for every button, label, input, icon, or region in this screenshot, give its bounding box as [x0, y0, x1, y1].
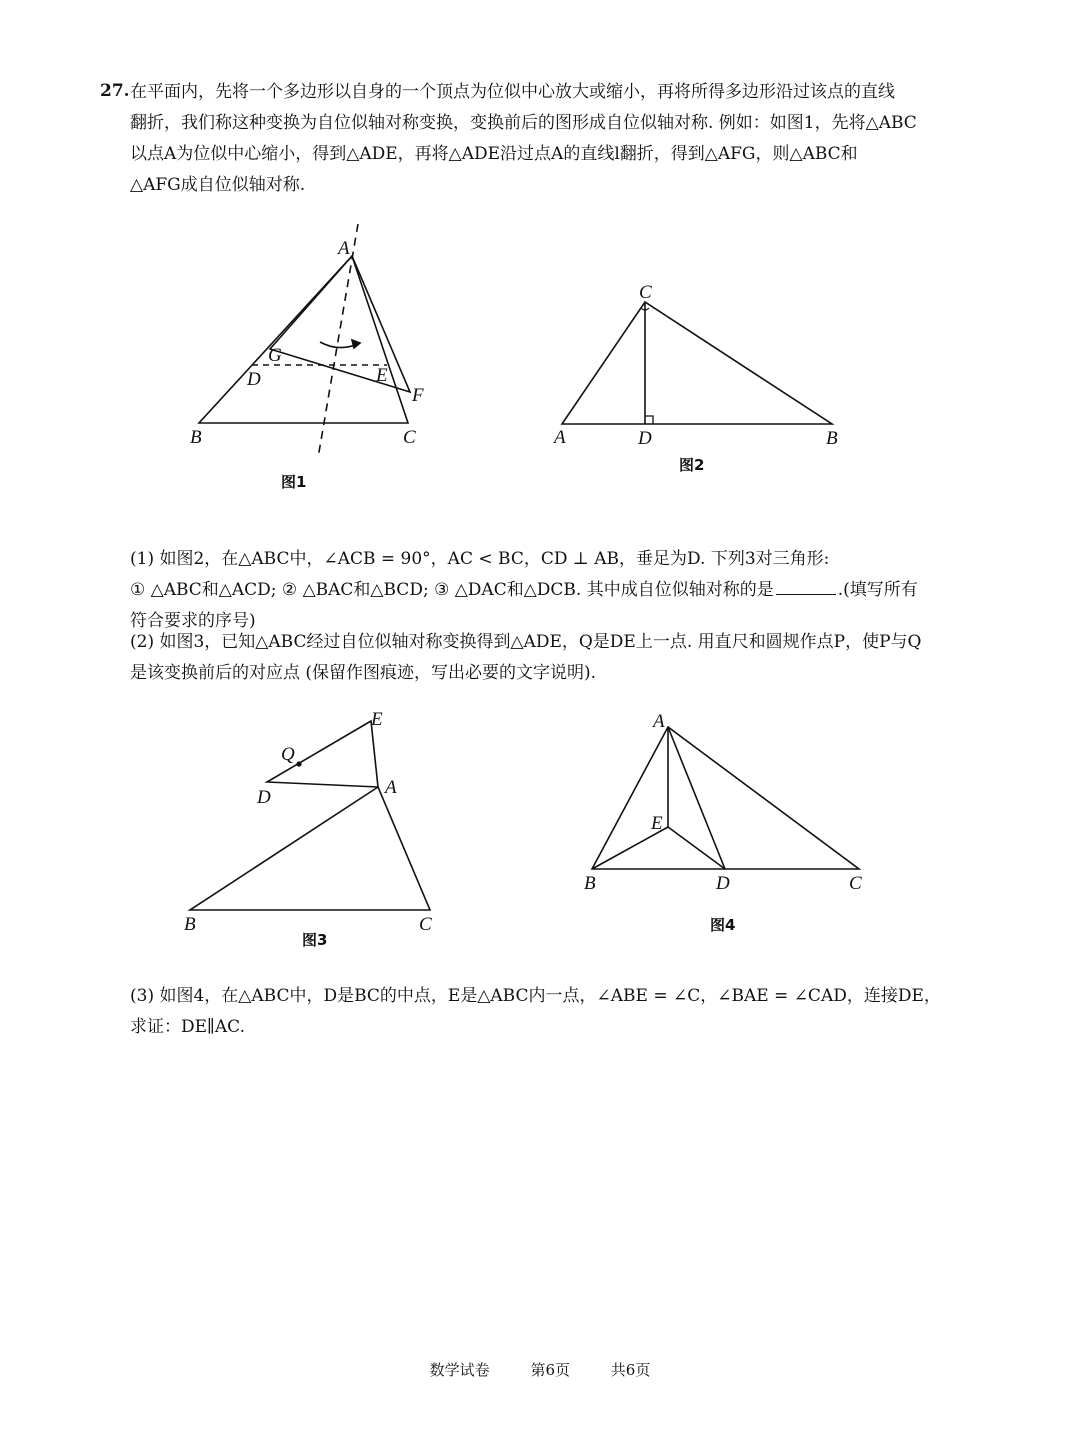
part1-line2-tail: .(填写所有 — [837, 580, 918, 600]
fig3-label-b: B — [184, 914, 196, 935]
part3-line: (3) 如图4，在△ABC中，D是BC的中点，E是△ABC内一点，∠ABE = ∠C，∠BAE = ∠CAD，连接DE， — [130, 986, 941, 1006]
fig2-label-c: C — [639, 282, 652, 303]
footer-subject: 数学试卷 — [429, 1361, 490, 1379]
part2-line: (2) 如图3，已知△ABC经过自位似轴对称变换得到△ADE，Q是DE上一点. 用直尺和圆规作点P，使P与Q — [130, 632, 922, 652]
fig1-label-b: B — [190, 427, 202, 448]
fig1-label-f: F — [412, 385, 424, 406]
part1-line: 符合要求的序号) — [130, 611, 256, 631]
fig4-label-a: A — [653, 711, 665, 732]
question-number: 27. — [100, 81, 130, 101]
intro-line: △AFG成自位似轴对称. — [130, 175, 306, 195]
fig2-label-b: B — [826, 428, 838, 449]
fig3-caption: 图3 — [302, 931, 328, 949]
fig2-label-d: D — [638, 428, 652, 449]
fig2-caption: 图2 — [679, 456, 705, 474]
fig4-label-b: B — [584, 873, 596, 894]
part3-line: 求证：DE∥AC. — [130, 1017, 245, 1037]
fig1-label-e: E — [376, 365, 388, 386]
footer-total-pages: 共6页 — [610, 1361, 651, 1379]
fig1-caption: 图1 — [281, 473, 307, 491]
fig4-label-e: E — [651, 813, 663, 834]
fig4-label-d: D — [716, 873, 730, 894]
fig1-label-d: D — [247, 369, 261, 390]
footer-page-number: 第6页 — [530, 1361, 570, 1379]
page-footer — [0, 1359, 1080, 1380]
part1-line2-text: ① △ABC和△ACD; ② △BAC和△BCD; ③ △DAC和△DCB. 其中成自位似轴对称的是 — [130, 580, 774, 600]
part2-line: 是该变换前后的对应点 (保留作图痕迹，写出必要的文字说明). — [130, 663, 597, 683]
fig3-label-c: C — [419, 914, 432, 935]
part1-line: (1) 如图2，在△ABC中，∠ACB = 90°，AC < BC，CD ⊥ AB，垂足为D. 下列3对三角形: — [130, 549, 830, 569]
fig1-label-g: G — [268, 345, 282, 366]
fig1-label-c: C — [403, 427, 416, 448]
fig2-label-a: A — [554, 427, 566, 448]
part-3 — [130, 981, 990, 1043]
intro-line: 在平面内，先将一个多边形以自身的一个顶点为位似中心放大或缩小，再将所得多边形沿过该点的直线 — [130, 82, 895, 102]
fig3-label-d: D — [257, 787, 271, 808]
intro-line: 翻折，我们称这种变换为自位似轴对称变换，变换前后的图形成自位似轴对称. 例如：如图1，先将△ABC — [130, 113, 917, 133]
intro-line: 以点A为位似中心缩小，得到△ADE，再将△ADE沿过点A的直线l翻折，得到△AFG，则△ABC和 — [130, 144, 858, 164]
fig3-label-a: A — [385, 777, 397, 798]
fig1-label-a: A — [338, 238, 350, 259]
fig4-caption: 图4 — [710, 916, 736, 934]
fig3-label-e: E — [371, 709, 383, 730]
fig3-label-q: Q — [281, 744, 295, 765]
fig4-label-c: C — [849, 873, 862, 894]
